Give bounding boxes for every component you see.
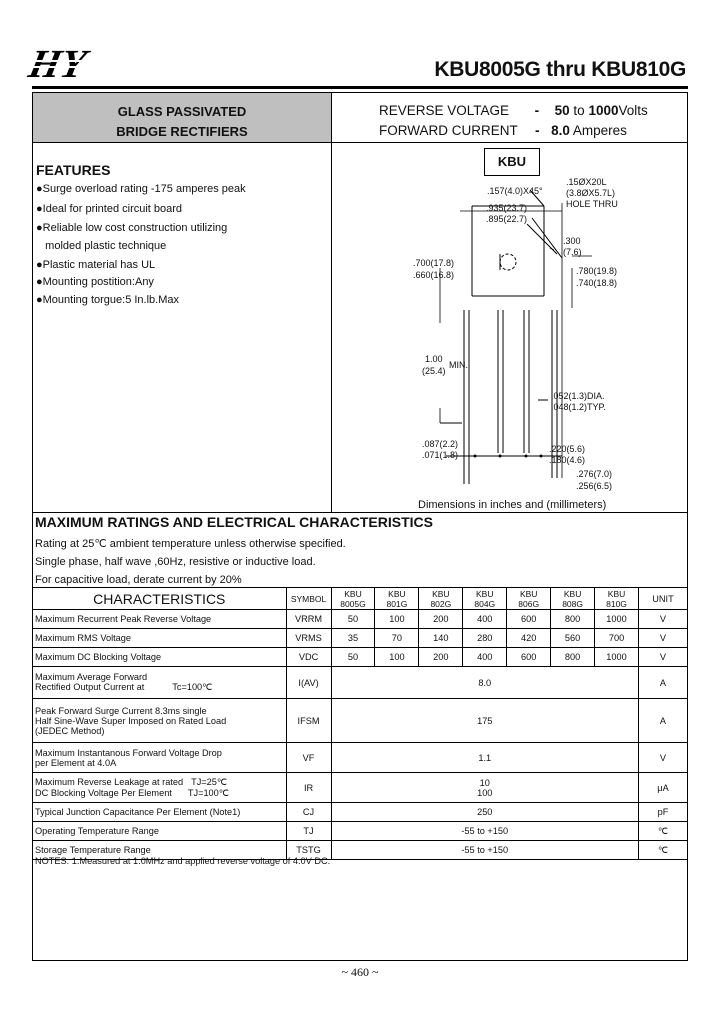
row-value: 70 xyxy=(375,629,419,648)
dim-height-max: .700(17.8) xyxy=(413,258,455,268)
fc-unit: Amperes xyxy=(572,123,627,138)
row-symbol: VRRM xyxy=(286,610,331,629)
row-value: 50 xyxy=(331,648,375,667)
row-value: 35 xyxy=(331,629,375,648)
row-label: Maximum Average Forward Rectified Output Current at Tc=100℃ xyxy=(33,667,287,699)
header-rule xyxy=(32,86,688,89)
row-symbol: TSTG xyxy=(286,841,331,860)
row-value: -55 to +150 xyxy=(331,822,638,841)
ratings-title: MAXIMUM RATINGS AND ELECTRICAL CHARACTERISTICS xyxy=(35,514,433,530)
row-symbol: I(AV) xyxy=(286,667,331,699)
row-value: 1000 xyxy=(595,648,639,667)
feature-item: ●Surge overload rating -175 amperes peak xyxy=(36,183,246,195)
dim-height-min: .660(16.8) xyxy=(413,270,455,280)
row-value: 175 xyxy=(331,699,638,743)
fc-value: 8.0 xyxy=(551,123,570,138)
dim-lead-length-3: MIN. xyxy=(449,360,468,370)
header-symbol: SYMBOL xyxy=(286,588,331,610)
dim-lead-dia-2: .048(1.2)TYP. xyxy=(551,402,606,412)
table-row xyxy=(33,699,688,743)
dim-width-min: .895(22.7) xyxy=(486,214,528,224)
footnote: NOTES: 1.Measured at 1.0MHz and applied reverse voltage of 4.0V DC. xyxy=(35,856,331,866)
row-unit: V xyxy=(638,648,687,667)
row-symbol: VDC xyxy=(286,648,331,667)
section-divider xyxy=(33,142,687,143)
feature-item: ●Ideal for printed circuit board xyxy=(36,203,183,215)
table-row xyxy=(33,803,688,822)
dim-body-max: .780(19.8) xyxy=(576,266,618,276)
row-value: 700 xyxy=(595,629,639,648)
dim-pitch-3: .276(7.0) xyxy=(576,469,613,479)
fc-dash: - xyxy=(535,123,540,138)
row-label: Storage Temperature Range xyxy=(33,841,287,860)
product-type-line1: GLASS PASSIVATED xyxy=(117,104,247,119)
header-model: KBU 806G xyxy=(507,588,551,610)
dim-body-min: .740(18.8) xyxy=(576,278,618,288)
row-unit: μA xyxy=(638,773,687,803)
dim-lead-length-2: (25.4) xyxy=(422,366,446,376)
header-model: KBU 810G xyxy=(595,588,639,610)
characteristics-table xyxy=(32,587,688,860)
row-symbol: IR xyxy=(286,773,331,803)
header-model: KBU 802G xyxy=(419,588,463,610)
rv-min: 50 xyxy=(554,103,570,118)
dim-chamfer: .157(4.0)X45° xyxy=(487,186,543,196)
dimension-caption: Dimensions in inches and (millimeters) xyxy=(418,499,607,511)
rv-unit: Volts xyxy=(618,103,648,118)
header-unit: UNIT xyxy=(638,588,687,610)
row-unit: pF xyxy=(638,803,687,822)
row-value: 600 xyxy=(507,648,551,667)
row-label: Maximum RMS Voltage xyxy=(33,629,287,648)
row-symbol: CJ xyxy=(286,803,331,822)
row-value: 1.1 xyxy=(331,743,638,773)
features-title: FEATURES xyxy=(36,162,111,178)
dim-hole-1: .15ØX20L xyxy=(566,177,607,187)
rv-max: 1000 xyxy=(588,103,619,118)
page-number: ~ 460 ~ xyxy=(341,965,379,979)
dim-lead-dia-1: .052(1.3)DIA. xyxy=(551,391,605,401)
package-outline-drawing xyxy=(332,178,687,498)
row-label: Maximum DC Blocking Voltage xyxy=(33,648,287,667)
product-type-line2: BRIDGE RECTIFIERS xyxy=(116,124,248,139)
row-value: 400 xyxy=(463,610,507,629)
row-label: Operating Temperature Range xyxy=(33,822,287,841)
fc-label: FORWARD CURRENT xyxy=(379,123,518,138)
feature-item: ●Mounting postition:Any xyxy=(36,276,154,288)
rv-label: REVERSE VOLTAGE xyxy=(379,103,510,118)
feature-item: ●Plastic material has UL xyxy=(36,259,156,271)
table-row xyxy=(33,610,688,629)
header-model: KBU 8005G xyxy=(331,588,375,610)
dim-lead-width-2: .071(1.8) xyxy=(422,450,459,460)
row-value: 100 xyxy=(375,610,419,629)
row-label: Maximum Instantanous Forward Voltage Drop per Element at 4.0A xyxy=(33,743,287,773)
row-unit: ℃ xyxy=(638,841,687,860)
row-value: 420 xyxy=(507,629,551,648)
package-name: KBU xyxy=(484,148,540,176)
table-row xyxy=(33,773,688,803)
row-unit: ℃ xyxy=(638,822,687,841)
logo-text: HY xyxy=(25,41,91,86)
feature-item: ●Mounting torgue:5 In.lb.Max xyxy=(36,294,179,306)
table-row xyxy=(33,743,688,773)
row-value: 560 xyxy=(551,629,595,648)
dim-hole-pos-2: (7.6) xyxy=(563,247,582,257)
ratings-note: Rating at 25℃ ambient temperature unless otherwise specified. xyxy=(35,538,346,550)
row-value: 8.0 xyxy=(331,667,638,699)
forward-current-spec xyxy=(379,123,627,138)
row-value: 100 xyxy=(375,648,419,667)
row-value: 280 xyxy=(463,629,507,648)
row-value: 140 xyxy=(419,629,463,648)
row-label: Typical Junction Capacitance Per Element (Note1) xyxy=(33,803,287,822)
row-value: 200 xyxy=(419,648,463,667)
dim-hole-3: HOLE THRU xyxy=(566,199,618,209)
row-value: -55 to +150 xyxy=(331,841,638,860)
dim-hole-2: (3.8ØX5.7L) xyxy=(566,188,616,198)
table-row xyxy=(33,648,688,667)
dim-lead-width-1: .087(2.2) xyxy=(422,439,459,449)
rv-dash: - xyxy=(534,103,540,118)
table-header-row xyxy=(33,588,688,610)
row-symbol: TJ xyxy=(286,822,331,841)
dim-width-max: .935(23.7) xyxy=(486,203,528,213)
row-symbol: IFSM xyxy=(286,699,331,743)
row-symbol: VF xyxy=(286,743,331,773)
row-label: Maximum Recurrent Peak Reverse Voltage xyxy=(33,610,287,629)
row-value: 800 xyxy=(551,648,595,667)
row-value: 1000 xyxy=(595,610,639,629)
header-model: KBU 804G xyxy=(463,588,507,610)
table-row xyxy=(33,667,688,699)
row-label: Maximum Reverse Leakage at rated TJ=25℃ DC Blocking Voltage Per Element TJ=100℃ xyxy=(33,773,287,803)
header-model: KBU 801G xyxy=(375,588,419,610)
row-unit: V xyxy=(638,610,687,629)
row-value: 50 xyxy=(331,610,375,629)
row-unit: A xyxy=(638,699,687,743)
dim-pitch-4: .256(6.5) xyxy=(576,481,613,491)
dim-hole-pos-1: .300 xyxy=(563,236,581,246)
reverse-voltage-spec xyxy=(379,103,648,118)
table-row xyxy=(33,629,688,648)
row-value: 600 xyxy=(507,610,551,629)
row-value: 400 xyxy=(463,648,507,667)
row-label: Peak Forward Surge Current 8.3ms single Half Sine-Wave Super Imposed on Rated Load (JEDEC Method) xyxy=(33,699,287,743)
header-characteristics: CHARACTERISTICS xyxy=(33,588,287,610)
row-unit: V xyxy=(638,629,687,648)
feature-item: ●Reliable low cost construction utilizing xyxy=(36,222,228,234)
table-row xyxy=(33,822,688,841)
header-model: KBU 808G xyxy=(551,588,595,610)
row-symbol: VRMS xyxy=(286,629,331,648)
company-logo xyxy=(25,41,162,86)
ratings-note: Single phase, half wave ,60Hz, resistive or inductive load. xyxy=(35,556,316,568)
section-divider xyxy=(33,512,687,513)
row-value: 10 100 xyxy=(331,773,638,803)
row-unit: A xyxy=(638,667,687,699)
dim-pitch-2: .180(4.6) xyxy=(549,455,586,465)
ratings-note: For capacitive load, derate current by 20% xyxy=(35,574,242,586)
dim-pitch-1: .220(5.6) xyxy=(549,444,586,454)
feature-item: molded plastic technique xyxy=(36,240,167,252)
page-title: KBU8005G thru KBU810G xyxy=(434,58,686,81)
row-value: 200 xyxy=(419,610,463,629)
row-value: 800 xyxy=(551,610,595,629)
dim-lead-length-1: 1.00 xyxy=(425,354,443,364)
lead-pins xyxy=(440,310,562,484)
row-value: 250 xyxy=(331,803,638,822)
row-unit: V xyxy=(638,743,687,773)
rv-to: to xyxy=(573,103,585,118)
